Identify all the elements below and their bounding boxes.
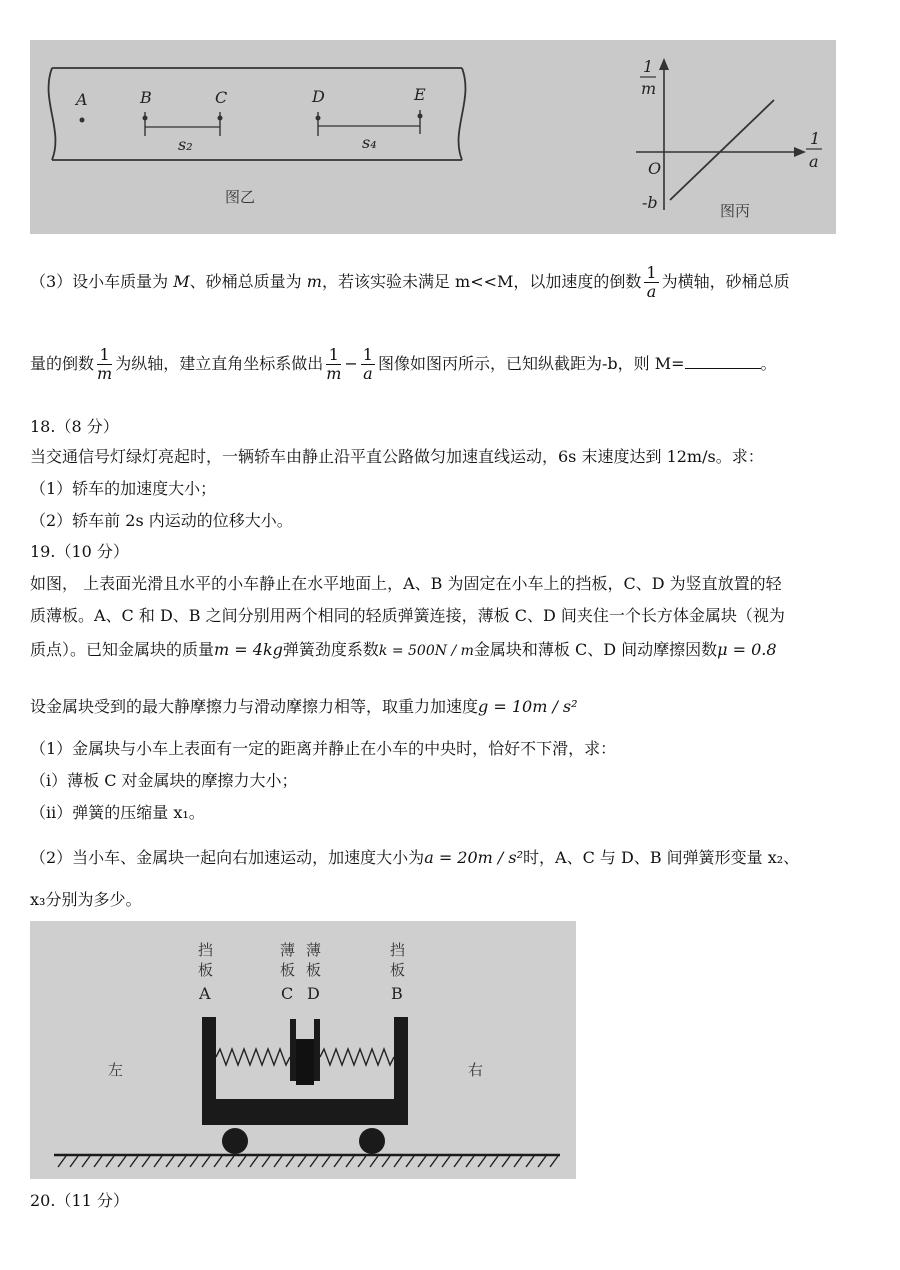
q19-stem1: 如图， 上表面光滑且水平的小车静止在水平地面上，A、B 为固定在小车上的挡板，C、D 为竖直放置的轻: [30, 574, 782, 593]
q20-header: 20.（11 分）: [30, 1191, 129, 1210]
fraction-1-over-a: $\frac{1}{a}$: [646, 263, 657, 301]
point-D: D: [312, 87, 325, 106]
q19-part1-ii: （ii）弹簧的压缩量 x₁。: [30, 803, 205, 822]
q18-part1: （1）轿车的加速度大小；: [30, 479, 217, 498]
y-label-den: m: [641, 79, 657, 98]
q19-header: 19.（10 分）: [30, 542, 129, 561]
label-C-top: 薄: [280, 941, 296, 959]
answer-blank[interactable]: [685, 354, 761, 369]
q19-gravity: g = 10m / s²: [478, 697, 578, 716]
label-C: C: [281, 984, 294, 1003]
label-B-top: 挡: [390, 941, 406, 959]
figure-yi-bing-photo: [30, 40, 836, 234]
q17-3-text-a: （3）设小车质量为: [30, 272, 174, 291]
q19-stem3-a: 质点）。已知金属块的质量: [30, 640, 215, 659]
y-label-num: 1: [643, 57, 654, 76]
q17-3-line2: 量的倒数 $\frac{1}{m}$ 为纵轴，建立直角坐标系做出 $\frac{1}{m}$ − $\frac{1}{a}$ 图像如图丙所示，已知纵截距为-b，则 M= 。: [30, 345, 777, 383]
point-A: A: [76, 90, 88, 109]
q19-part2: [30, 847, 799, 869]
fraction-1-over-m-b: $\frac{1}{m}$: [326, 345, 342, 383]
label-D: D: [307, 984, 320, 1003]
label-s4: s₄: [362, 133, 377, 152]
label-A-bot: 板: [198, 961, 214, 979]
fraction-1-over-a-b: $\frac{1}{a}$: [362, 345, 373, 383]
caption-yi: 图乙: [225, 188, 256, 206]
point-B: B: [140, 88, 152, 107]
q17-3-M: M: [173, 272, 190, 291]
q19-part2-cont: x₃分别为多少。: [30, 890, 142, 909]
figure-yi-bing-svg: [30, 40, 836, 234]
label-D-top: 薄: [306, 941, 322, 959]
q18-stem: 当交通信号灯绿灯亮起时，一辆轿车由静止沿平直公路做匀加速直线运动，6s 末速度达到 12m/s。求：: [30, 447, 764, 466]
q19-mu: μ = 0.8: [717, 640, 777, 659]
ground-hatching: [58, 1156, 558, 1167]
q19-acceleration: a = 20m / s²: [424, 848, 524, 867]
origin-label: O: [648, 159, 662, 178]
q18-header: 18.（8 分）: [30, 417, 119, 436]
q19-part1: （1）金属块与小车上表面有一定的距离并静止在小车的中央时，恰好不下滑，求：: [30, 739, 617, 758]
fraction-1-over-m: $\frac{1}{m}$: [97, 345, 113, 383]
q18-part2: （2）轿车前 2s 内运动的位移大小。: [30, 511, 293, 530]
q17-3-text-d: 为横轴，砂桶总质: [661, 272, 790, 291]
caption-bing: 图丙: [720, 202, 751, 220]
q17-3-text-b: 、砂桶总质量为: [189, 272, 307, 291]
x-label-den: a: [809, 152, 819, 171]
q19-mass: m = 4kg: [214, 640, 283, 659]
figure-cart-svg: [30, 921, 576, 1179]
q17-3-text-c: ，若该实验未满足 m<<M，以加速度的倒数: [321, 272, 642, 291]
q19-spring-k: k = 500N / m: [378, 643, 474, 659]
label-C-bot: 板: [280, 961, 296, 979]
q19-stem4: [30, 696, 578, 718]
q19-stem3-b: 弹簧劲度系数: [282, 640, 379, 659]
q19-stem3: [30, 639, 777, 662]
figure-cart-photo: [30, 921, 576, 1179]
q19-p2-a: （2）当小车、金属块一起向右加速运动，加速度大小为: [30, 848, 425, 867]
label-left: 左: [108, 1061, 124, 1079]
label-B: B: [391, 984, 403, 1003]
x-label-num: 1: [810, 129, 821, 148]
q19-part1-i: （i）薄板 C 对金属块的摩擦力大小；: [30, 771, 298, 790]
q19-stem2: 质薄板。A、C 和 D、B 之间分别用两个相同的轻质弹簧连接，薄板 C、D 间夹住一个长方体金属块（视为: [30, 606, 785, 625]
label-right: 右: [468, 1061, 484, 1079]
q17-3-m: m: [306, 272, 322, 291]
q17-3-text-h: 。: [760, 354, 777, 373]
q19-stem4-a: 设金属块受到的最大静摩擦力与滑动摩擦力相等，取重力加速度: [30, 697, 479, 716]
point-E: E: [414, 85, 426, 104]
intercept-label: -b: [642, 193, 658, 212]
q17-3-text-g: 图像如图丙所示，已知纵截距为-b，则 M=: [377, 354, 685, 373]
q17-3-text-f: 为纵轴，建立直角坐标系做出: [115, 354, 324, 373]
label-B-bot: 板: [390, 961, 406, 979]
label-s2: s₂: [178, 135, 193, 154]
q17-3-text-e: 量的倒数: [30, 354, 95, 373]
q19-stem3-c: 金属块和薄板 C、D 间动摩擦因数: [473, 640, 718, 659]
q17-3-line1: [30, 264, 790, 301]
label-A: A: [199, 984, 211, 1003]
q19-p2-b: 时，A、C 与 D、B 间弹簧形变量 x₂、: [523, 848, 800, 867]
label-D-bot: 板: [306, 961, 322, 979]
point-C: C: [215, 88, 228, 107]
label-A-top: 挡: [198, 941, 214, 959]
